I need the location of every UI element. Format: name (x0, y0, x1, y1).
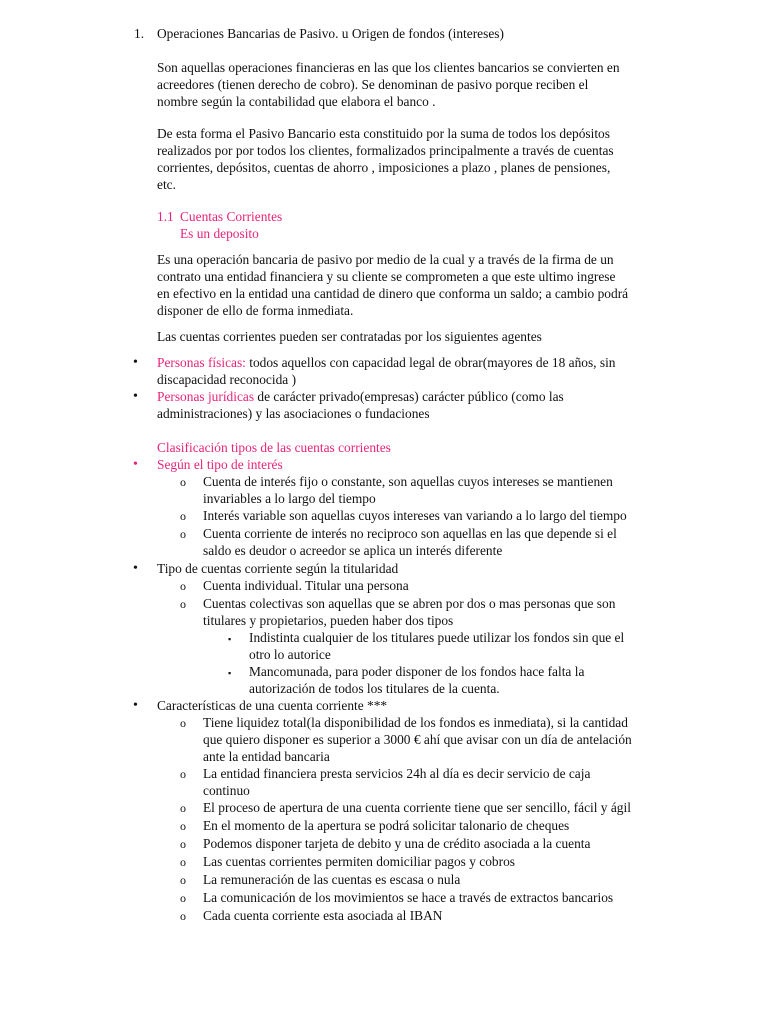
intro-p2-line: De esta forma el Pasivo Bancario esta constituido por la suma de todos los depósitos (157, 126, 610, 141)
section-p1-line: Es una operación bancaria de pasivo por medio de la cual y a través de la firma de un (157, 252, 614, 267)
list-item: El proceso de apertura de una cuenta corriente tiene que ser sencillo, fácil y ágil (203, 800, 631, 815)
bullet-circle-icon: o (180, 837, 186, 851)
intro-p2-line: corrientes, depósitos, cuentas de ahorro , imposiciones a plazo , planes de pensiones, (157, 160, 611, 175)
bullet-circle-icon: o (180, 579, 186, 593)
classification-title: Clasificación tipos de las cuentas corrientes (157, 440, 391, 455)
bullet-circle-icon: o (180, 819, 186, 833)
list-item-cont: invariables a lo largo del tiempo (203, 491, 376, 506)
list-item-cont: ante la entidad bancaria (203, 749, 330, 764)
list-item-cont: saldo es deudor o acreedor se aplica un interés diferente (203, 543, 503, 558)
section-title: Cuentas Corrientes (180, 209, 283, 224)
bullet-circle-icon: o (180, 801, 186, 815)
bullet-circle-icon: o (180, 873, 186, 887)
list-item-cont: titulares y propietarios, pueden haber dos tipos (203, 613, 454, 628)
intro-p2-line: realizados por por todos los clientes, formalizados principalmente a través de cuentas (157, 143, 614, 158)
section-p2: Las cuentas corrientes pueden ser contratadas por los siguientes agentes (157, 329, 542, 344)
agent-text-cont: discapacidad reconocida ) (157, 372, 297, 387)
heading-number: 1. (134, 26, 145, 41)
bullet-circle-icon: o (180, 716, 186, 730)
bullet-square-icon: ▪ (228, 668, 232, 678)
bullet-dot-icon: • (133, 457, 138, 472)
sub-list-item-cont: autorización de todos los titulares de la cuenta. (249, 681, 500, 696)
sub-list-item: Indistinta cualquier de los titulares puede utilizar los fondos sin que el (249, 630, 625, 645)
intro-p2-line: etc. (157, 177, 176, 192)
agent-item (157, 388, 564, 405)
bullet-circle-icon: o (180, 909, 186, 923)
list-item: Tiene liquidez total(la disponibilidad de los fondos es inmediata), si la cantidad (203, 715, 628, 730)
interest-type-label: Según el tipo de interés (157, 457, 283, 472)
list-item: Cuenta corriente de interés no reciproco son aquellas en las que depende si el (203, 526, 617, 541)
intro-p1-line: nombre según la contabilidad que elabora el banco . (157, 94, 436, 109)
agent-text: de carácter privado(empresas) carácter público (como las (254, 389, 564, 404)
section-p1-line: disponer de ello de forma inmediata. (157, 303, 354, 318)
sub-list-item-cont: otro lo autorice (249, 647, 331, 662)
agent-text: todos aquellos con capacidad legal de obrar(mayores de 18 años, sin (245, 355, 616, 370)
features-label: Características de una cuenta corriente *** (157, 698, 388, 713)
ownership-type-label: Tipo de cuentas corriente según la titularidad (157, 561, 399, 576)
agent-label: Personas jurídicas (157, 389, 255, 404)
bullet-circle-icon: o (180, 891, 186, 905)
list-item-cont: que quiero disponer es superior a 3000 € ahí que avisar con un día de antelación (203, 732, 632, 747)
list-item: En el momento de la apertura se podrá solicitar talonario de cheques (203, 818, 570, 833)
list-item: Las cuentas corrientes permiten domiciliar pagos y cobros (203, 854, 515, 869)
intro-p1-line: acreedores (tienen derecho de cobro). Se denominan de pasivo porque reciben el (157, 77, 589, 92)
bullet-dot-icon: • (133, 389, 138, 404)
agent-label: Personas físicas: (157, 355, 246, 370)
list-item: Cuenta individual. Titular una persona (203, 578, 409, 593)
agent-item (157, 354, 616, 371)
list-item: Cuenta de interés fijo o constante, son aquellas cuyos intereses se mantienen (203, 474, 613, 489)
bullet-square-icon: ▪ (228, 634, 232, 644)
bullet-circle-icon: o (180, 475, 186, 489)
intro-p1-line: Son aquellas operaciones financieras en las que los clientes bancarios se convierten en (157, 60, 620, 75)
bullet-dot-icon: • (133, 561, 138, 576)
agent-text-cont: administraciones) y las asociaciones o fundaciones (157, 406, 430, 421)
list-item: Podemos disponer tarjeta de debito y una de crédito asociada a la cuenta (203, 836, 591, 851)
list-item: Cada cuenta corriente esta asociada al IBAN (203, 908, 443, 923)
list-item: La remuneración de las cuentas es escasa o nula (203, 872, 461, 887)
section-subtitle: Es un deposito (180, 226, 259, 241)
section-p1-line: en efectivo en la entidad una cantidad de dinero que conforma un saldo; a cambio podrá (157, 286, 629, 301)
section-number: 1.1 (157, 209, 174, 224)
bullet-dot-icon: • (133, 355, 138, 370)
sub-list-item: Mancomunada, para poder disponer de los fondos hace falta la (249, 664, 585, 679)
bullet-circle-icon: o (180, 767, 186, 781)
bullet-circle-icon: o (180, 597, 186, 611)
list-item: La entidad financiera presta servicios 24h al día es decir servicio de caja (203, 766, 591, 781)
section-p1-line: contrato una entidad financiera y su cliente se comprometen a que este ultimo ingrese (157, 269, 616, 284)
list-item: La comunicación de los movimientos se hace a través de extractos bancarios (203, 890, 614, 905)
list-item-cont: continuo (203, 783, 250, 798)
heading-title: Operaciones Bancarias de Pasivo. u Origen de fondos (intereses) (157, 26, 504, 41)
bullet-circle-icon: o (180, 509, 186, 523)
list-item: Cuentas colectivas son aquellas que se abren por dos o mas personas que son (203, 596, 616, 611)
bullet-circle-icon: o (180, 855, 186, 869)
bullet-dot-icon: • (133, 698, 138, 713)
list-item: Interés variable son aquellas cuyos intereses van variando a lo largo del tiempo (203, 508, 627, 523)
bullet-circle-icon: o (180, 527, 186, 541)
